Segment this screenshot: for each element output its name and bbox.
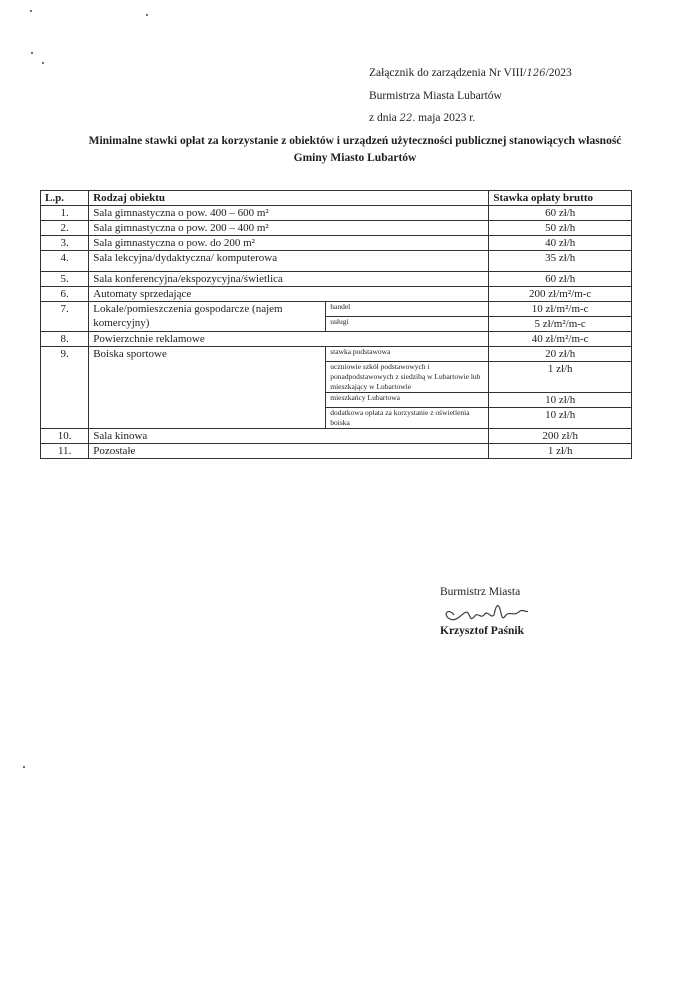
table-row: 10. Sala kinowa 200 zł/h <box>41 429 632 444</box>
header-object: Rodzaj obiektu <box>89 191 489 206</box>
signatory-name: Krzysztof Paśnik <box>440 625 525 637</box>
scan-speck <box>42 62 44 64</box>
signature-block <box>440 583 590 639</box>
signature-scribble-icon <box>440 601 530 625</box>
table-row: 7. Lokale/pomieszczenia gospodarcze (najem komercyjny) handel 10 zł/m²/m-c <box>41 302 632 317</box>
scan-speck <box>146 14 148 16</box>
table-row: usługi 5 zł/m²/m-c <box>41 317 632 332</box>
table-row: 11. Pozostałe 1 zł/h <box>41 444 632 459</box>
attachment-header <box>369 62 669 130</box>
table-row: 6. Automaty sprzedające 200 zł/m²/m-c <box>41 287 632 302</box>
table-row: 9. Boiska sportowe stawka podstawowa 20 zł/h <box>41 347 632 362</box>
scan-speck <box>30 10 32 12</box>
table-row: 1. Sala gimnastyczna o pow. 400 – 600 m² 60 zł/h <box>41 206 632 221</box>
table-header-row <box>41 191 632 206</box>
header-line-3: z dnia 22. maja 2023 r. <box>369 112 476 124</box>
signatory-title: Burmistrz Miasta <box>440 586 521 598</box>
header-lp: L.p. <box>41 191 89 206</box>
table-row: 3. Sala gimnastyczna o pow. do 200 m² 40 zł/h <box>41 236 632 251</box>
table-row: uczniowie szkół podstawowych i ponadpodstawowych z siedzibą w Lubartowie lub mieszkający w Lubartowie 1 zł/h <box>41 362 632 393</box>
header-rate: Stawka opłaty brutto <box>489 191 632 206</box>
handwritten-signature <box>440 601 590 623</box>
table-row: 2. Sala gimnastyczna o pow. 200 – 400 m² 50 zł/h <box>41 221 632 236</box>
handwritten-day: 22 <box>399 113 413 124</box>
header-line-1: Załącznik do zarządzenia Nr VIII/126/2023 <box>369 67 572 79</box>
table-row: dodatkowa opłata za korzystanie z oświetlenia boiska 10 zł/h <box>41 408 632 429</box>
table-row: 5. Sala konferencyjna/ekspozycyjna/świetlica 60 zł/h <box>41 272 632 287</box>
handwritten-number: 126 <box>526 68 546 79</box>
table-row: 8. Powierzchnie reklamowe 40 zł/m²/m-c <box>41 332 632 347</box>
header-line-2: Burmistrza Miasta Lubartów <box>369 90 502 102</box>
document-title: Minimalne stawki opłat za korzystanie z obiektów i urządzeń użyteczności publicznej stanowiących własność Gminy Miasto Lubartów <box>88 135 622 164</box>
rates-table <box>40 190 632 459</box>
table-row: mieszkańcy Lubartowa 10 zł/h <box>41 393 632 408</box>
scan-speck <box>31 52 33 54</box>
table-row: 4. Sala lekcyjna/dydaktyczna/ komputerowa 35 zł/h <box>41 251 632 272</box>
scan-speck <box>23 766 25 768</box>
